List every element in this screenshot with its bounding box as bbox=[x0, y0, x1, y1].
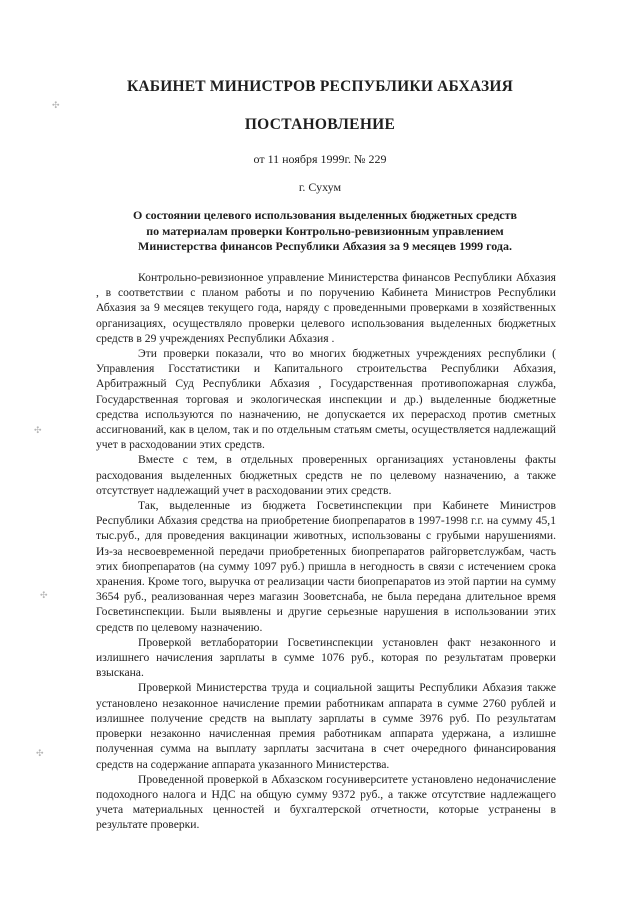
subject-line-3: Министерства финансов Республики Абхазия за 9 месяцев 1999 года. bbox=[138, 239, 512, 253]
subject-line-1: О состоянии целевого использования выделенных бюджетных средств bbox=[133, 208, 517, 222]
scan-mark: ✣ bbox=[40, 590, 48, 600]
paragraph-2: Эти проверки показали, что во многих бюджетных учреждениях республики ( Управления Госстатистики и Капитального строительства Республики Абхазия, Арбитражный Суд Республики Абхазия , Государственная противопожарная служба, Государственная торговая и экологическая инспекции и др.) выделенные бюджетные средства используются по назначению, не допускается их перерасход против сметных ассигнований, как в целом, так и по отдельным статьям сметы, осуществляется надлежащий учет в расходовании этих средств. bbox=[96, 347, 556, 452]
scan-mark: ✣ bbox=[52, 100, 60, 110]
date-line bbox=[0, 152, 640, 167]
paragraph-7: Проведенной проверкой в Абхазском госуниверситете установлено недоначисление подоходного налога и НДС на общую сумму 9372 руб., а также отсутствие надлежащего учета материальных ценностей и бухгалтерской отчетности, которые устранены в результате проверки. bbox=[96, 772, 556, 832]
document-number: № 229 bbox=[354, 152, 387, 166]
city-line: г. Сухум bbox=[298, 180, 342, 194]
date-prefix: от bbox=[253, 152, 265, 166]
scan-mark: ✣ bbox=[34, 425, 42, 435]
organization-heading: КАБИНЕТ МИНИСТРОВ РЕСПУБЛИКИ АБХАЗИЯ bbox=[126, 78, 514, 95]
paragraph-1: Контрольно-ревизионное управление Министерства финансов Республики Абхазия , в соответствии с планом работы и по поручению Кабинета Министров Республики Абхазия за 9 месяцев текущего года, наряду с проведенными проверками в хозяйственных организациях, осуществляло проверки целевого использования выделенных бюджетных средств в 29 учреждениях Республики Абхазия . bbox=[96, 271, 556, 345]
document-date: 11 ноября 1999г. bbox=[267, 152, 352, 166]
paragraph-5: Проверкой ветлаборатории Госветинспекции установлен факт незаконного и излишнего начисления зарплаты в сумме 1076 руб., которая по результатам проверки взыскана. bbox=[96, 635, 556, 680]
paragraph-4: Так, выделенные из бюджета Госветинспекции при Кабинете Министров Республики Абхазия средства на приобретение биопрепаратов в 1997-1998 г.г. на сумму 45,1 тыс.руб., для проведения вакцинации животных, использованы с грубыми нарушениями. Из-за несвоевременной передачи приобретенных биопрепаратов райгорветслужбам, часть этих биопрепаратов (на сумму 1097 руб.) пришла в негодность в связи с истечением срока хранения. Кроме того, выручка от реализации части биопрепаратов из этой партии на сумму 3654 руб., реализованная через магазин Зооветснаба, не была передана длительное время Госветинспекции. Были выявлены и другие серьезные нарушения в использовании этих средств по целевому назначению. bbox=[96, 499, 556, 634]
subject-line-2: по материалам проверки Контрольно-ревизионным управлением bbox=[146, 223, 504, 238]
document-type-heading: ПОСТАНОВЛЕНИЕ bbox=[244, 116, 396, 133]
scan-mark: ✣ bbox=[36, 748, 44, 758]
paragraph-3: Вместе с тем, в отдельных проверенных организациях установлены факты расходования выделенных бюджетных средств не по целевому назначению, а также отсутствует надлежащий учет в расходовании этих средств. bbox=[96, 453, 556, 497]
document-subject bbox=[112, 208, 538, 255]
document-body bbox=[96, 270, 556, 833]
paragraph-6: Проверкой Министерства труда и социальной защиты Республики Абхазия также установлено незаконное начисление премии работникам аппарата в сумме 2760 рублей и излишнее получение средств на выплату зарплаты в сумме 3976 руб. По результатам проверки незаконно начисленная премия работникам аппарата удержана, а излишне полученная сумма на выплату зарплаты засчитана в счет очередного финансирования средств на содержание аппарата указанного Министерства. bbox=[96, 681, 556, 771]
